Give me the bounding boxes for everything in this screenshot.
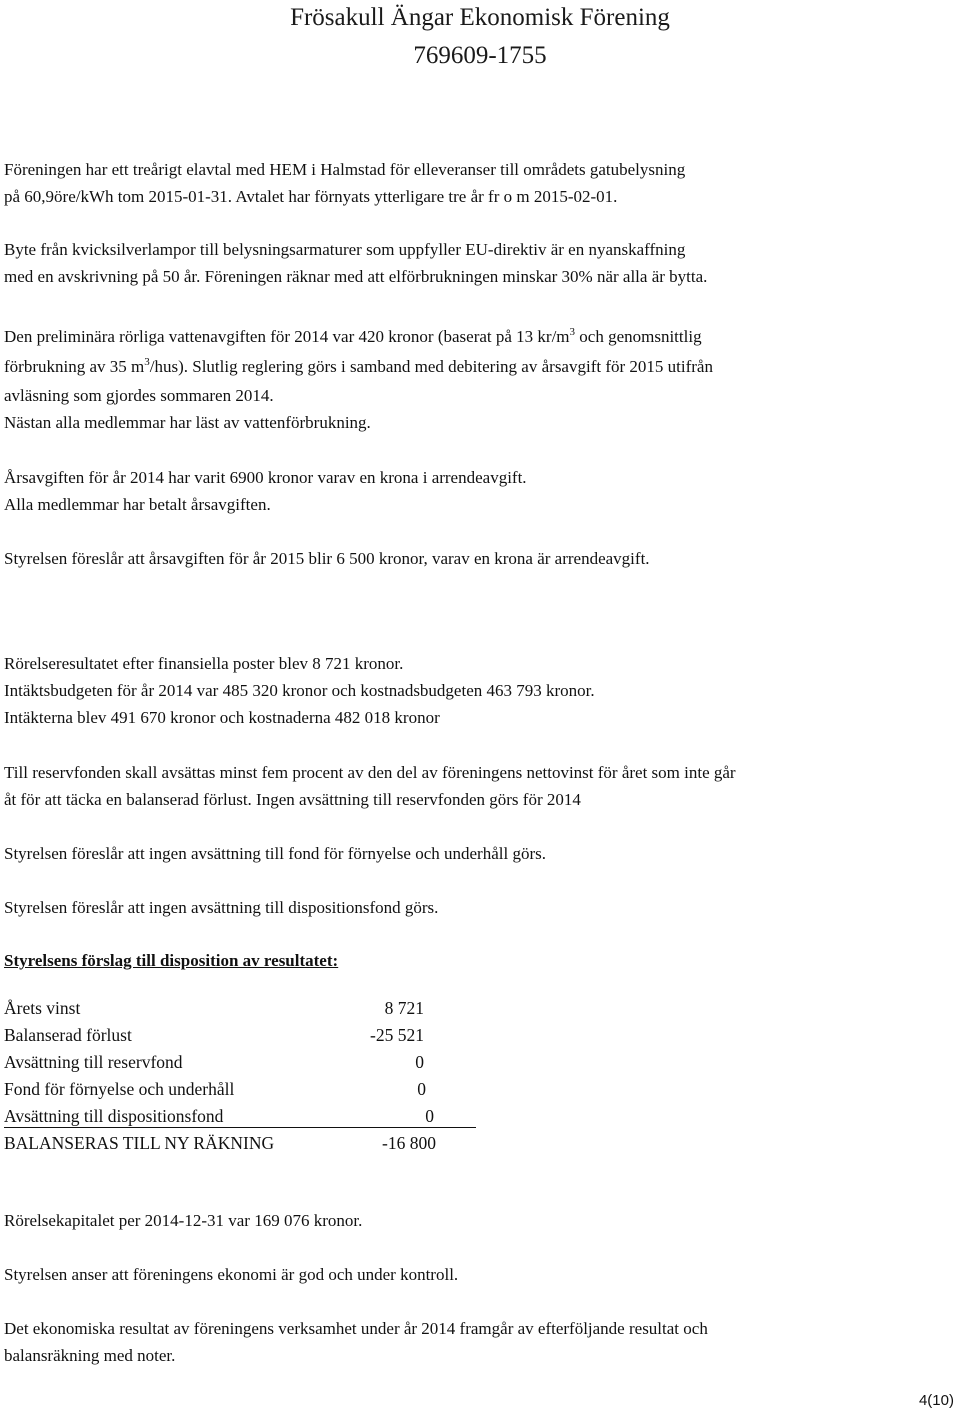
paragraph-lamp-replacement: Byte från kvicksilverlampor till belysningsarmaturer som uppfyller EU-direktiv är en nyanskaffning med en avskrivning på 50 år. Föreningen räknar med att elförbrukningen minskar 30% när alla är bytta. bbox=[4, 240, 708, 286]
paragraph-annual-fee-2015: Styrelsen föreslår att årsavgiften för år 2015 blir 6 500 kronor, varav en krona är arrendeavgift. bbox=[4, 549, 650, 568]
row-label: BALANSERAS TILL NY RÄKNING bbox=[4, 1133, 275, 1153]
paragraph-annual-fee-2014: Årsavgiften för år 2014 har varit 6900 kronor varav en krona i arrendeavgift. Alla medlemmar har betalt årsavgiften. bbox=[4, 468, 527, 514]
row-label: Årets vinst bbox=[4, 998, 81, 1018]
paragraph-renewal-fund: Styrelsen föreslår att ingen avsättning till fond för förnyelse och underhåll görs. bbox=[4, 844, 546, 863]
paragraph-operating-result: Rörelseresultatet efter finansiella poster blev 8 721 kronor. Intäktsbudgeten för år 2014 var 485 320 kronor och kostnadsbudgeten 463 793 kronor. Intäkterna blev 491 670 kronor och kostnaderna 482 018 kronor bbox=[4, 654, 595, 727]
paragraph-reserve-fund: Till reservfonden skall avsättas minst fem procent av den del av föreningens nettovinst för året som inte går åt för att täcka en balanserad förlust. Ingen avsättning till reservfonden görs för 2014 bbox=[4, 763, 736, 809]
row-value: 8 721 bbox=[384, 998, 424, 1018]
paragraph-street-lighting-contract: Föreningen har ett treårigt elavtal med HEM i Halmstad för elleveranser till områdets gatubelysning på 60,9öre/kWh tom 2015-01-31. Avtalet har förnyats ytterligare tre år fr o m 2015-02-01. bbox=[4, 160, 686, 206]
row-label: Avsättning till reservfond bbox=[4, 1052, 183, 1072]
row-value: 0 bbox=[417, 1079, 426, 1099]
row-label: Fond för förnyelse och underhåll bbox=[4, 1079, 235, 1099]
paragraph-financial-statements: Det ekonomiska resultat av föreningens verksamhet under år 2014 framgår av efterföljande resultat och balansräkning med noter. bbox=[4, 1319, 708, 1365]
row-value: -16 800 bbox=[382, 1133, 436, 1153]
row-value: -25 521 bbox=[370, 1025, 424, 1045]
disposition-heading: Styrelsens förslag till disposition av resultatet: bbox=[4, 951, 339, 970]
row-label: Balanserad förlust bbox=[4, 1025, 132, 1045]
row-label: Avsättning till dispositionsfond bbox=[4, 1106, 224, 1126]
row-value: 0 bbox=[425, 1106, 434, 1126]
paragraph-disposition-fund: Styrelsen föreslår att ingen avsättning till dispositionsfond görs. bbox=[4, 898, 439, 917]
paragraph-working-capital: Rörelsekapitalet per 2014-12-31 var 169 076 kronor. bbox=[4, 1211, 363, 1230]
page-number: 4(10) bbox=[918, 1392, 954, 1409]
organization-name: Frösakull Ängar Ekonomisk Förening bbox=[290, 4, 670, 31]
paragraph-economy-assessment: Styrelsen anser att föreningens ekonomi är god och under kontroll. bbox=[4, 1265, 459, 1284]
paragraph-water-fee: Den preliminära rörliga vattenavgiften för 2014 var 420 kronor (baserat på 13 $kr/m^3$ och genomsnittlig förbrukning av 35 $m^3/hus$). Slutlig reglering görs i samband med debitering av årsavgift för 2015 utifrån avläsning som gjordes sommaren 2014. Nästan alla medlemmar har läst av vattenförbrukning. bbox=[4, 326, 713, 432]
organization-number: 769609-1755 bbox=[413, 42, 547, 69]
sum-underline bbox=[4, 1127, 476, 1128]
row-value: 0 bbox=[415, 1052, 424, 1072]
